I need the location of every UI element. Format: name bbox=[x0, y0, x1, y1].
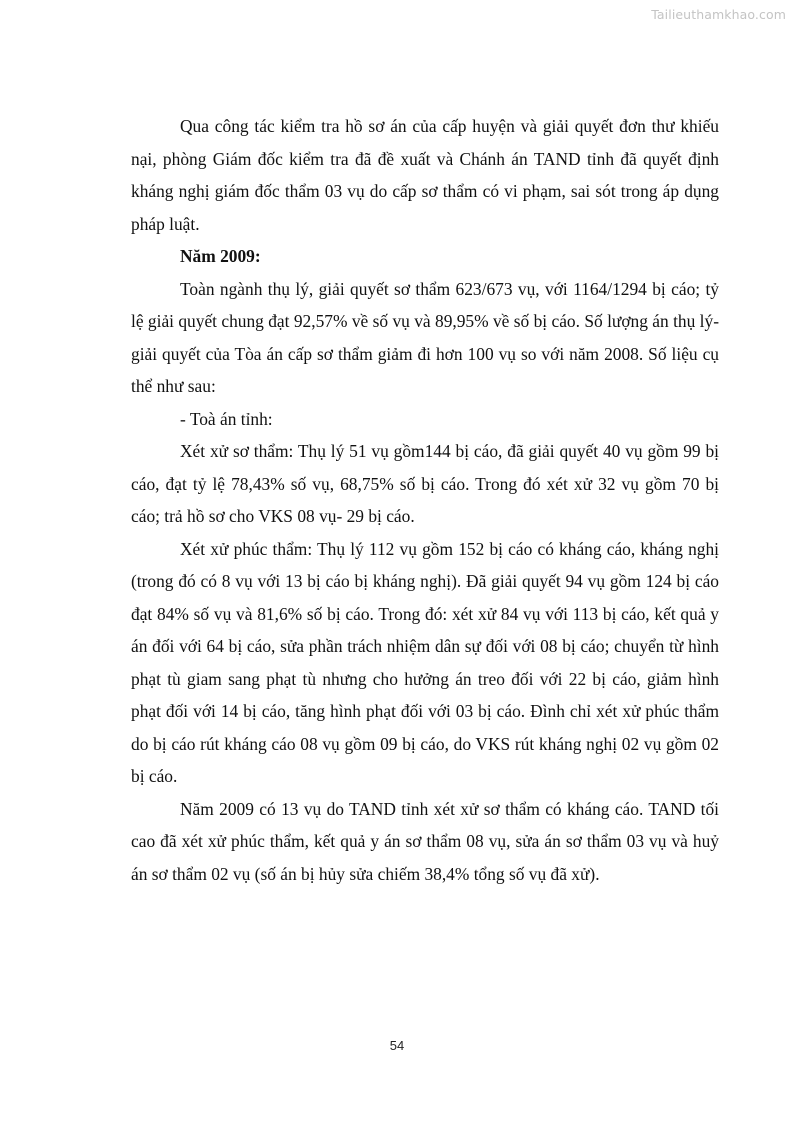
paragraph-appeal-trial: Xét xử phúc thẩm: Thụ lý 112 vụ gồm 152 bị cáo có kháng cáo, kháng nghị (trong đó có 8 vụ với 13 bị cáo bị kháng nghị). Đã giải quyết 94 vụ gồm 124 bị cáo đạt 84% số vụ và 81,6% số bị cáo. Trong đó: xét xử 84 vụ với 113 bị cáo, kết quả y án đối với 64 bị cáo, sửa phần trách nhiệm dân sự đối với 08 bị cáo; chuyển từ hình phạt tù giam sang phạt tù nhưng cho hưởng án treo đối với 22 bị cáo, giảm hình phạt đối với 14 bị cáo, tăng hình phạt đối với 03 bị cáo. Đình chỉ xét xử phúc thẩm do bị cáo rút kháng cáo 08 vụ gồm 09 bị cáo, do VKS rút kháng nghị 02 vụ gồm 02 bị cáo. bbox=[131, 538, 719, 786]
paragraph-overall-statistics: Toàn ngành thụ lý, giải quyết sơ thẩm 623/673 vụ, với 1164/1294 bị cáo; tỷ lệ giải quyết chung đạt 92,57% về số vụ và 89,95% về số bị cáo. Số lượng án thụ lý-giải quyết của Tòa án cấp sơ thẩm giảm đi hơn 100 vụ so với năm 2008. Số liệu cụ thể như sau: bbox=[131, 278, 719, 396]
watermark-text: Tailieuthamkhao.com bbox=[651, 7, 786, 22]
section-heading-2009: Năm 2009: bbox=[180, 246, 261, 266]
document-body bbox=[131, 110, 719, 890]
paragraph-inspection-summary: Qua công tác kiểm tra hồ sơ án của cấp huyện và giải quyết đơn thư khiếu nại, phòng Giám đốc kiểm tra đã đề xuất và Chánh án TAND tỉnh đã quyết định kháng nghị giám đốc thẩm 03 vụ do cấp sơ thẩm có vi phạm, sai sót trong áp dụng pháp luật. bbox=[131, 116, 719, 234]
page-number: 54 bbox=[389, 1038, 405, 1053]
paragraph-first-instance-trial: Xét xử sơ thẩm: Thụ lý 51 vụ gồm144 bị cáo, đã giải quyết 40 vụ gồm 99 bị cáo, đạt tỷ lệ 78,43% số vụ, 68,75% số bị cáo. Trong đó xét xử 32 vụ gồm 70 bị cáo; trả hồ sơ cho VKS 08 vụ- 29 bị cáo. bbox=[131, 441, 719, 526]
list-item-provincial-court: - Toà án tỉnh: bbox=[180, 408, 273, 429]
paragraph-supreme-court-appeals: Năm 2009 có 13 vụ do TAND tỉnh xét xử sơ thẩm có kháng cáo. TAND tối cao đã xét xử phúc thẩm, kết quả y án sơ thẩm 08 vụ, sửa án sơ thẩm 03 vụ và huỷ án sơ thẩm 02 vụ (số án bị hủy sửa chiếm 38,4% tổng số vụ đã xử). bbox=[131, 798, 719, 884]
